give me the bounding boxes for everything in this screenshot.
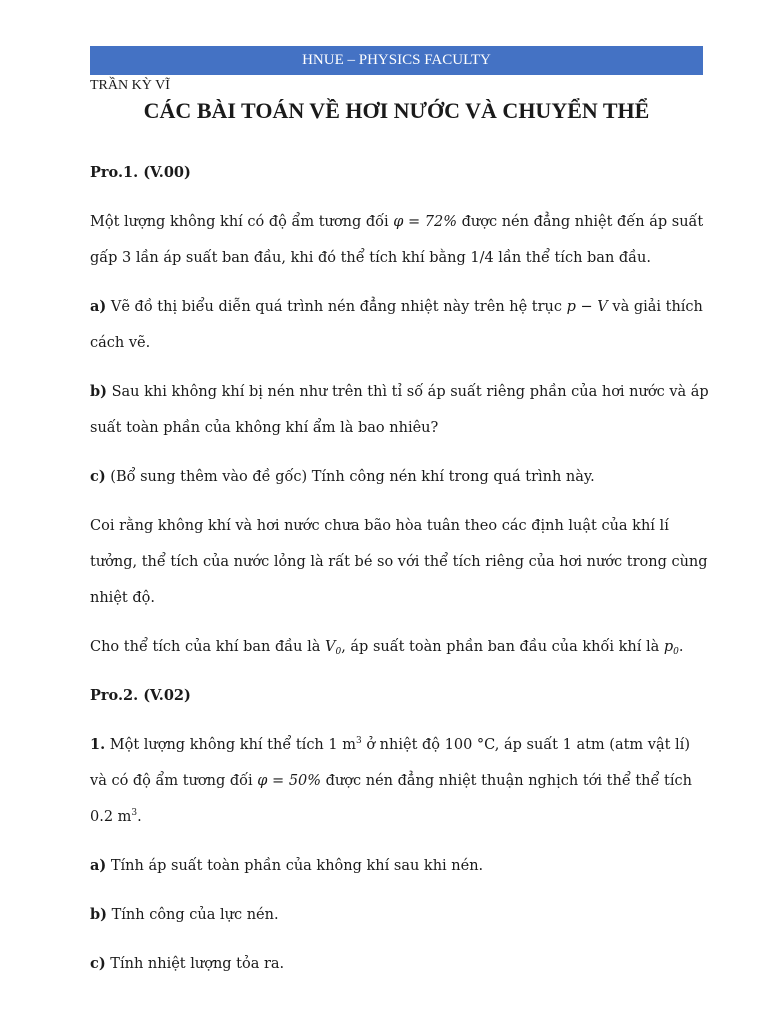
phi-value: φ = 72% xyxy=(393,214,458,230)
problem-1-intro xyxy=(90,204,710,276)
problem-1-part-a xyxy=(90,289,710,361)
problem-2-part-a xyxy=(90,848,710,884)
item-number: 1. xyxy=(90,736,106,753)
atm-note: (atm vật lí) xyxy=(609,737,690,753)
part-text: Vẽ đồ thị biểu diễn quá trình nén đẳng nhiệt này trên hệ trục xyxy=(106,299,567,315)
intro-text: và có độ ẩm tương đối xyxy=(90,773,258,789)
problem-2-intro: 1. Một lượng không khí thể tích 1 $m^3$ ở nhiệt độ 100 °C, áp suất 1 atm (atm vật lí) và có độ ẩm tương đối φ = 50% được nén đẳng nhiệt thuận nghịch tới thể thể tích 0.2 $m^3$. xyxy=(90,736,692,825)
problem-2-heading: Pro.2. (V.02) xyxy=(90,687,191,704)
intro-text: ở nhiệt độ xyxy=(361,737,445,753)
problem-2-part-b xyxy=(90,897,710,933)
part-text: Sau khi không khí bị nén như trên thì tỉ số áp suất riêng phần của hơi nước và áp suất toàn phần của không khí ẩm là bao nhiêu? xyxy=(90,384,709,436)
intro-text: Một lượng không khí thể tích xyxy=(105,737,329,753)
volume-fraction: 1/4 xyxy=(470,250,494,266)
part-label: a) xyxy=(90,857,107,874)
part-text: Tính công của lực nén. xyxy=(107,907,279,923)
part-label: c) xyxy=(90,955,106,972)
pv-axes: p − V xyxy=(566,299,608,315)
intro-text: , áp suất xyxy=(494,737,563,753)
intro-text: Một lượng không khí có độ ẩm tương đối xyxy=(90,214,394,230)
part-label: b) xyxy=(90,383,107,400)
final-volume: 0.2 $m^3$ xyxy=(90,808,138,825)
pressure: 1 atm xyxy=(562,737,605,753)
problem-1-part-c xyxy=(90,459,710,495)
problem-1-given xyxy=(90,629,710,665)
given-text: Cho thể tích của khí ban đầu là xyxy=(90,639,325,655)
problem-1-part-b xyxy=(90,374,710,446)
part-text: (Bổ sung thêm vào đề gốc) Tính công nén khí trong quá trình này. xyxy=(105,469,595,485)
part-label: b) xyxy=(90,906,107,923)
document-title: CÁC BÀI TOÁN VỀ HƠI NƯỚC VÀ CHUYỂN THỂ xyxy=(143,98,650,123)
intro-text: được nén đẳng nhiệt thuận nghịch tới thể thể tích xyxy=(321,773,692,789)
initial-volume: 1 $m^3$ xyxy=(328,736,362,753)
initial-volume: $V_0$ xyxy=(324,639,342,657)
problem-1-heading: Pro.1. (V.00) xyxy=(90,164,191,181)
part-text: Tính nhiệt lượng tỏa ra. xyxy=(105,956,285,972)
document-body xyxy=(90,155,710,995)
temperature: 100 °C xyxy=(444,737,495,753)
problem-2-part-c xyxy=(90,946,710,982)
part-text: Tính áp suất toàn phần của không khí sau khi nén. xyxy=(106,858,484,874)
author-name: TRẦN KỲ VĨ xyxy=(90,78,170,93)
given-text: , áp suất toàn phần ban đầu của khối khí là xyxy=(341,639,664,655)
part-label: a) xyxy=(90,298,107,315)
phi-value: φ = 50% xyxy=(257,773,322,789)
header-banner: HNUE – PHYSICS FACULTY xyxy=(90,46,703,75)
intro-text: lần thể tích ban đầu. xyxy=(493,250,652,266)
part-label: c) xyxy=(90,468,106,485)
part-text: và giải thích cách vẽ. xyxy=(90,299,703,351)
given-text: . xyxy=(678,639,684,655)
problem-1-note: Coi rằng không khí và hơi nước chưa bão hòa tuân theo các định luật của khí lí tưởng, thể tích của nước lỏng là rất bé so với thể tích riêng của hơi nước trong cùng nhiệt độ. xyxy=(90,518,708,606)
intro-text: được nén đẳng nhiệt đến áp suất gấp 3 lần áp suất ban đầu, khi đó thể tích khí bằng xyxy=(90,214,704,266)
initial-pressure: $p_0$ xyxy=(663,639,679,657)
